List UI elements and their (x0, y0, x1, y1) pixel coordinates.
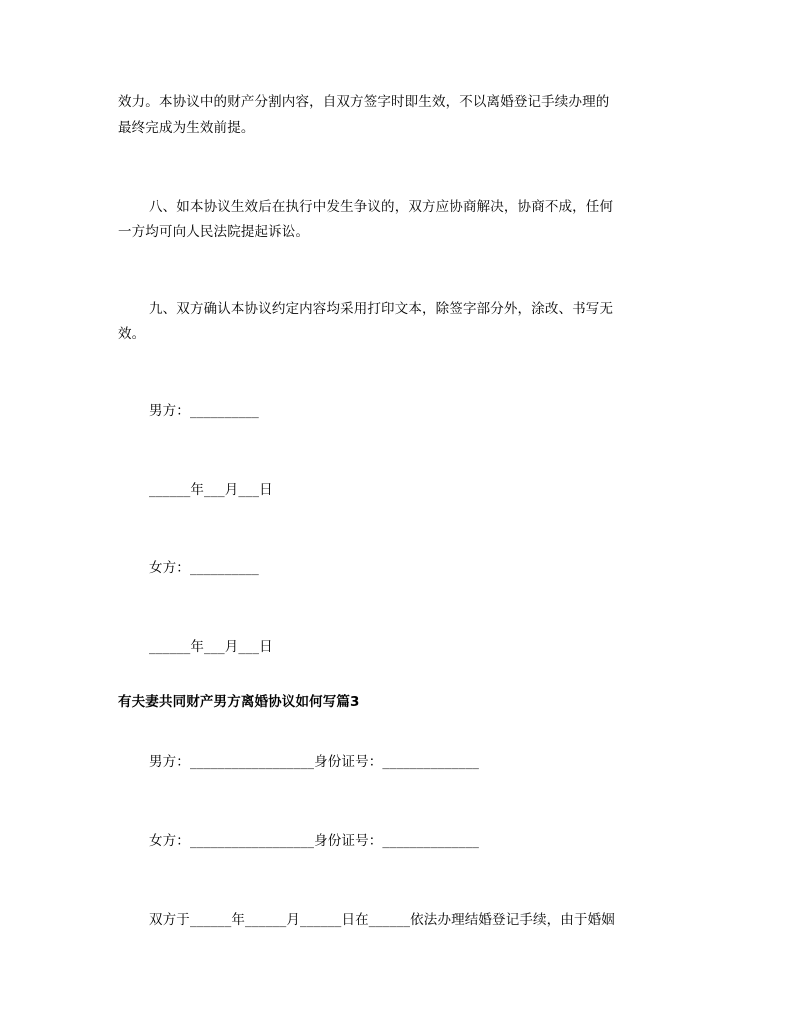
male-id-line: 男方：__________________身份证号：______________ (149, 754, 479, 770)
marriage-registration-line: 双方于______年______月______日在______依法办理结婚登记手续，由于婚姻 (149, 912, 615, 928)
clause-9-line-1: 九、双方确认本协议约定内容均采用打印文本，除签字部分外，涂改、书写无 (149, 301, 614, 317)
female-date-line: ______年___月___日 (149, 639, 273, 655)
male-signature-line: 男方：__________ (149, 403, 259, 419)
female-signature-line: 女方：__________ (149, 560, 259, 576)
female-id-line: 女方：__________________身份证号：______________ (149, 833, 479, 849)
continuation-line-1: 效力。本协议中的财产分割内容，自双方签字时即生效，不以离婚登记手续办理的 (118, 94, 610, 110)
continuation-line-2: 最终完成为生效前提。 (118, 120, 255, 136)
clause-8-line-2: 一方均可向人民法院提起诉讼。 (118, 224, 310, 240)
male-date-line: ______年___月___日 (149, 482, 273, 498)
clause-8-line-1: 八、如本协议生效后在执行中发生争议的，双方应协商解决，协商不成，任何 (149, 199, 614, 215)
section-heading: 有夫妻共同财产男方离婚协议如何写篇3 (118, 694, 360, 710)
clause-9-line-2: 效。 (118, 326, 146, 342)
